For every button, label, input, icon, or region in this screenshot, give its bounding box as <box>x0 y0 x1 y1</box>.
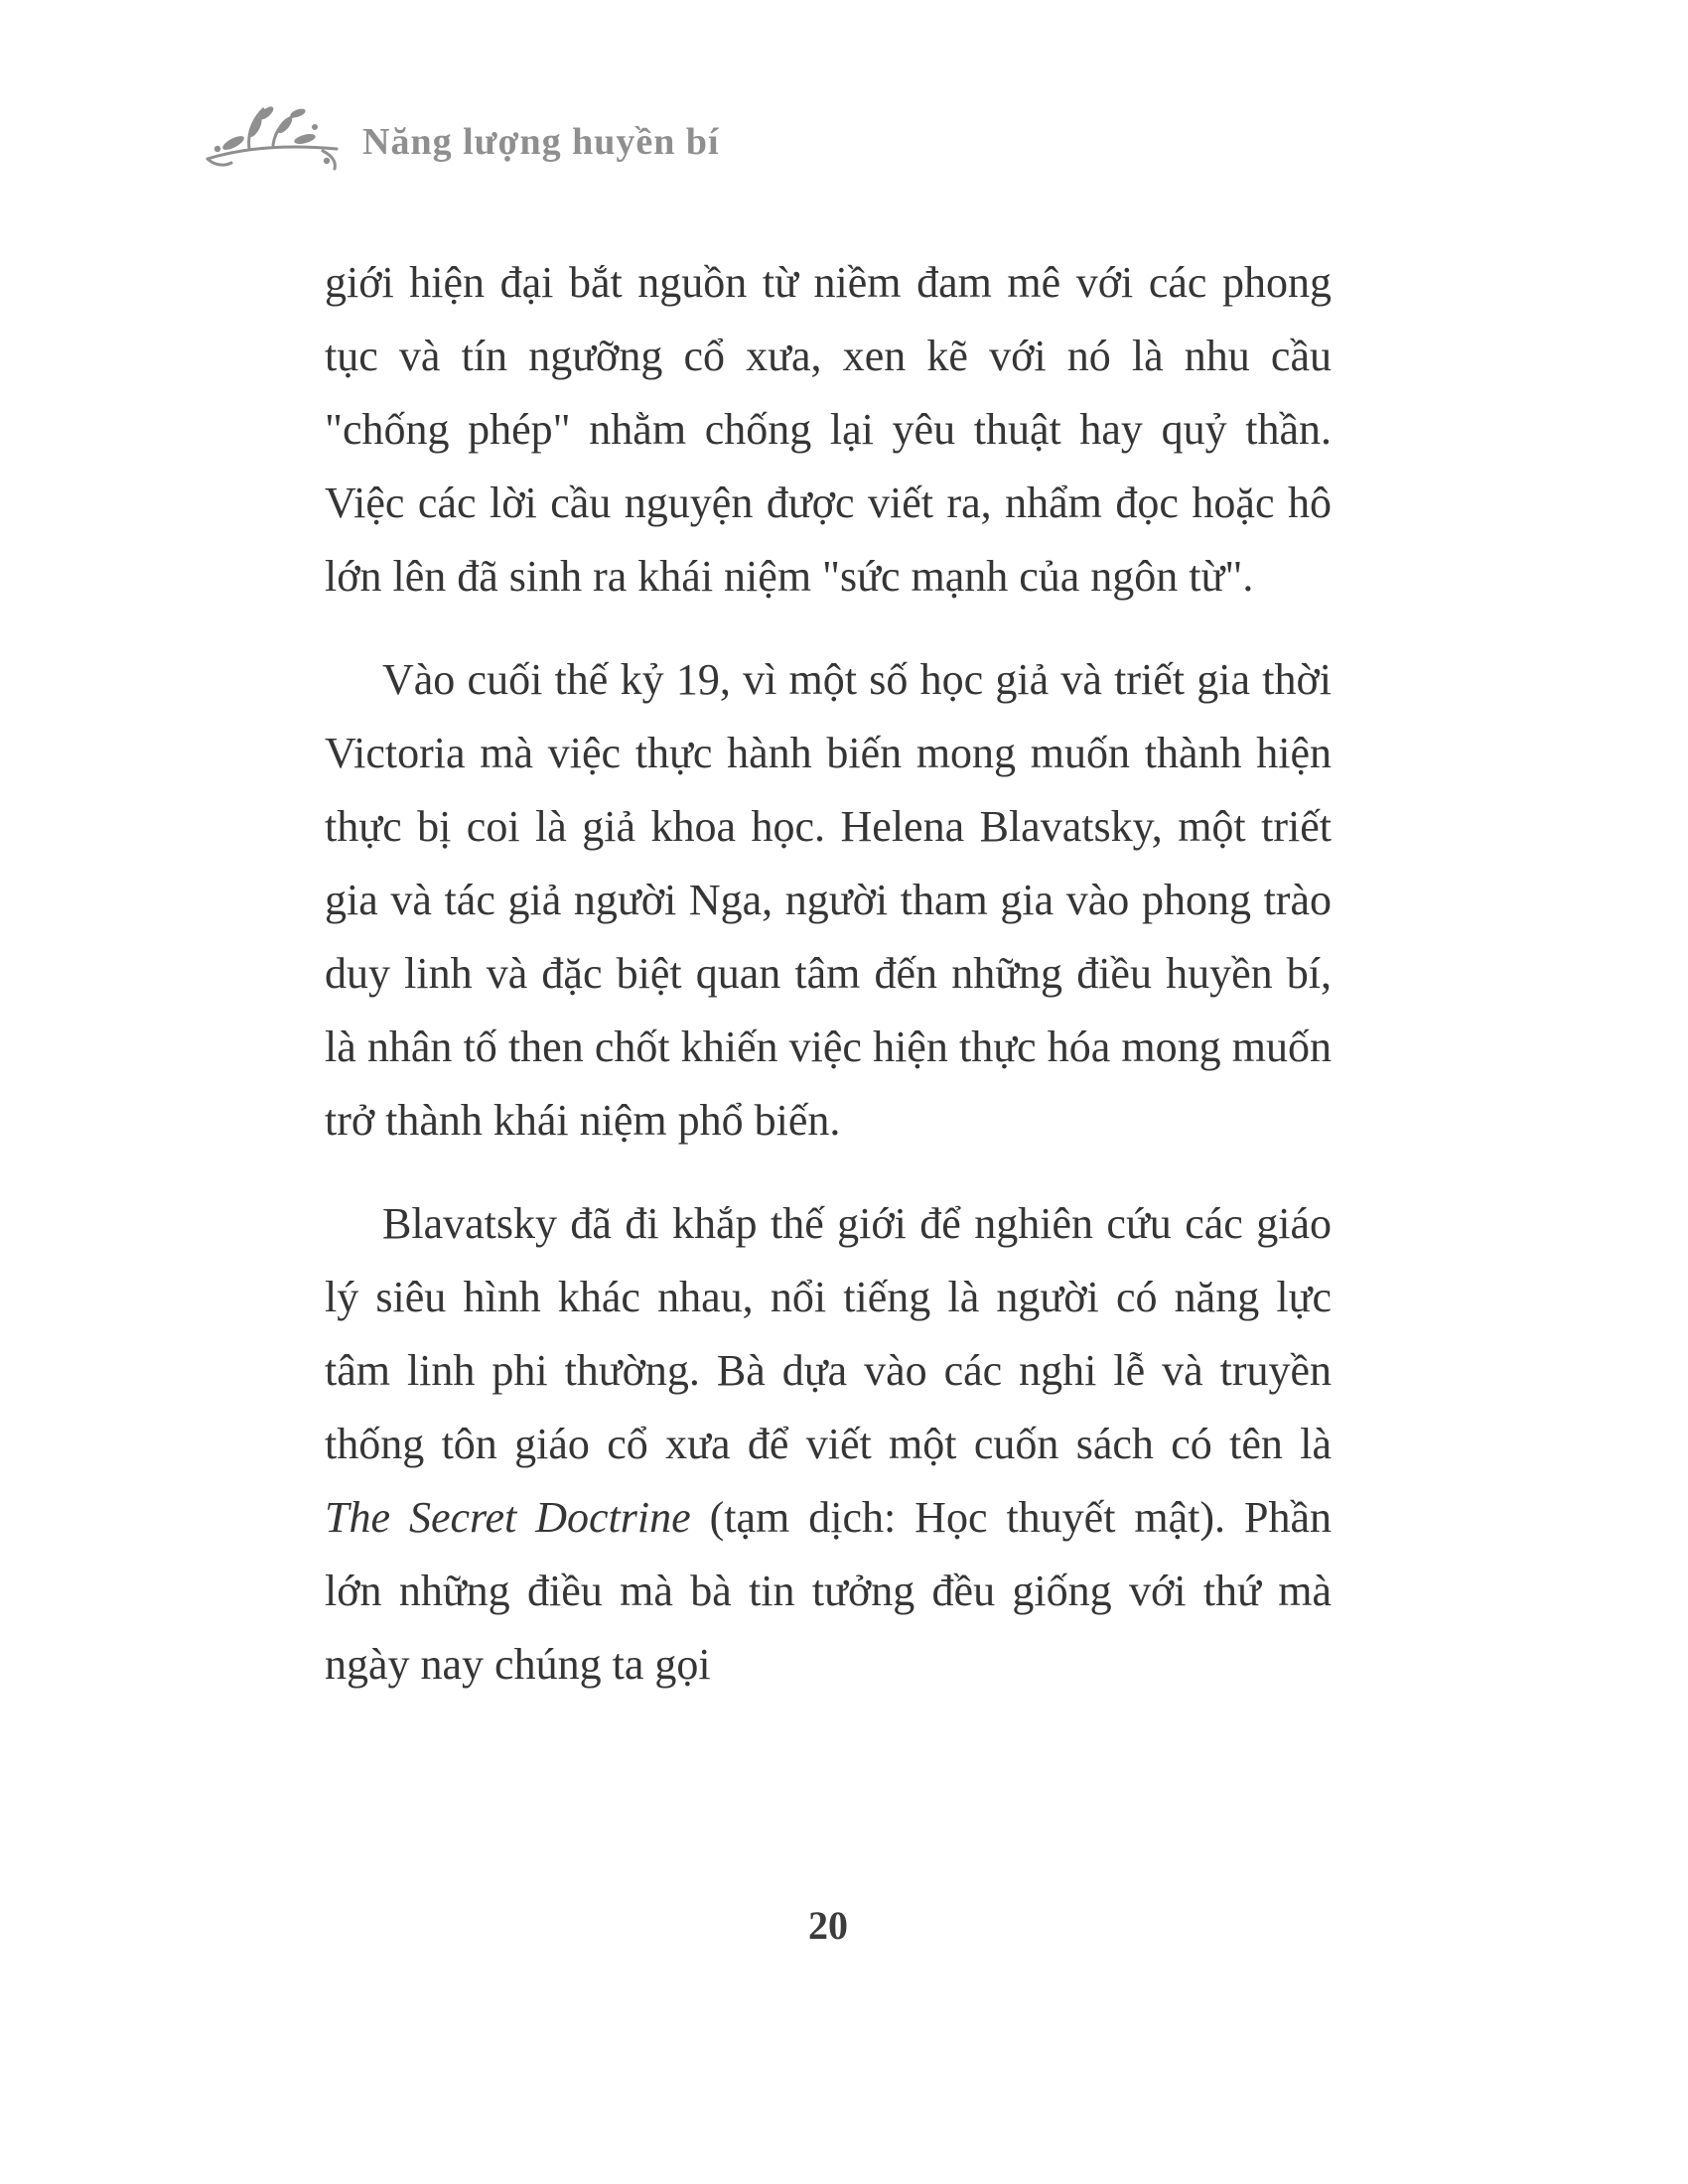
branch-leaves-icon <box>204 99 343 185</box>
text-segment: Vào cuối thế kỷ 19, vì một số học giả và triết gia thời Victoria mà việc thực hành biến mong muốn thành hiện thực bị coi là giả khoa học. Helena Blavatsky, một triết gia và tác giả người Nga, người tham gia vào phong trào duy linh và đặc biệt quan tâm đến những điều huyền bí, là nhân tố then chốt khiến việc hiện thực hóa mong muốn trở thành khái niệm phổ biến. <box>325 655 1332 1145</box>
page-header <box>204 99 720 185</box>
page-number: 20 <box>808 1903 848 1948</box>
text-segment: Blavatsky đã đi khắp thế giới để nghiên cứu các giáo lý siêu hình khác nhau, nổi tiếng là người có năng lực tâm linh phi thường. Bà dựa vào các nghi lễ và truyền thống tôn giáo cổ xưa để viết một cuốn sách có tên là <box>325 1199 1332 1468</box>
italic-text: The Secret Doctrine <box>325 1493 691 1542</box>
paragraph <box>325 1187 1332 1702</box>
text-segment: giới hiện đại bắt nguồn từ niềm đam mê với các phong tục và tín ngưỡng cổ xưa, xen kẽ với nó là nhu cầu "chống phép" nhằm chống lại yêu thuật hay quỷ thần. Việc các lời cầu nguyện được viết ra, nhẩm đọc hoặc hô lớn lên đã sinh ra khái niệm "sức mạnh của ngôn từ". <box>325 258 1332 601</box>
body-text <box>325 246 1332 1731</box>
paragraph <box>325 643 1332 1158</box>
paragraph <box>325 246 1332 614</box>
text-segment: (tạm dịch: Học thuyết mật). Phần lớn những điều mà bà tin tưởng đều giống với thứ mà ngày nay chúng ta gọi <box>325 1493 1332 1689</box>
page-footer <box>325 1902 1332 1949</box>
book-title: Năng lượng huyền bí <box>362 121 720 163</box>
